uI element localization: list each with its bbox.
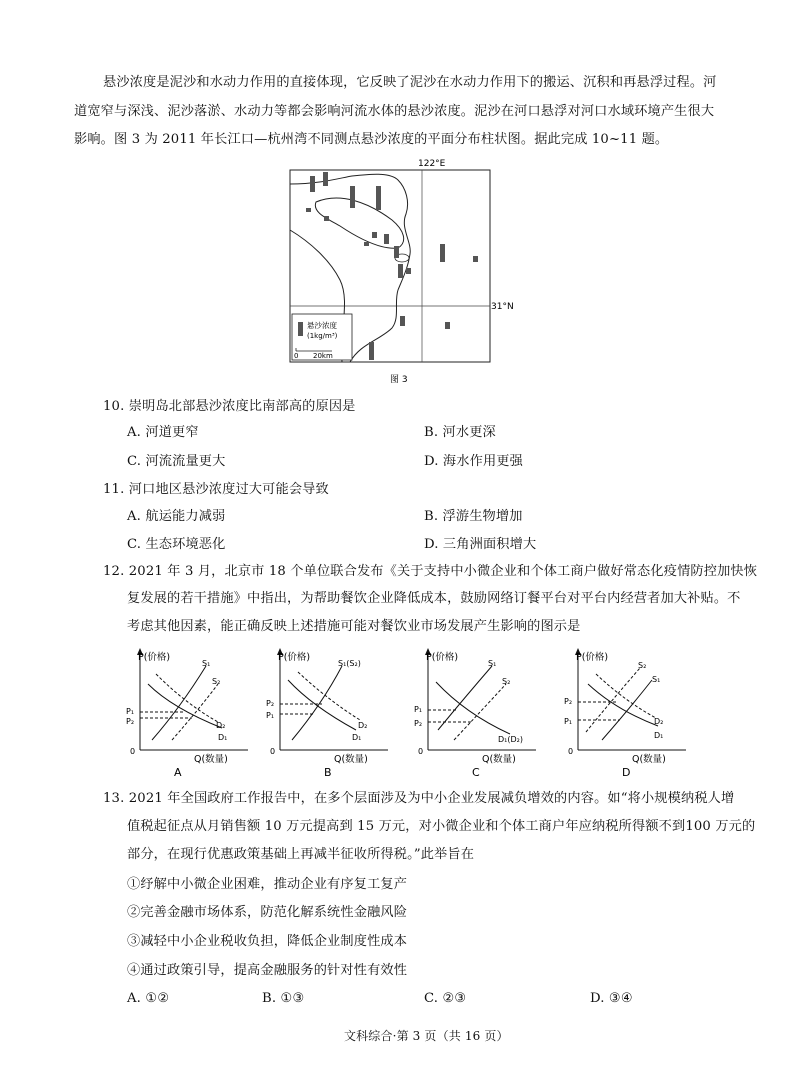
q12-line-1: 12. 2021 年 3 月，北京市 18 个单位联合发布《关于支持中小微企业和个体工商户做好常态化疫情防控加快恢 — [103, 564, 758, 579]
intro-line-2: 道宽窄与深浅、泥沙落淤、水动力等都会影响河流水体的悬沙浓度。泥沙在河口悬浮对河口水域环境产生很大 — [74, 104, 715, 119]
q10-option-c[interactable]: C. 河流流量更大 — [127, 454, 226, 469]
svg-text:0: 0 — [270, 747, 276, 756]
svg-text:P(价格): P(价格) — [426, 652, 459, 663]
q13-statement-1: ①纾解中小微企业困难，推动企业有序复工复产 — [127, 877, 408, 892]
q13-option-c[interactable]: C. ②③ — [424, 991, 467, 1006]
q13-line-3: 部分，在现行优惠政策基础上再减半征收所得税。”此举旨在 — [127, 847, 475, 862]
svg-text:S₁: S₁ — [202, 659, 211, 668]
svg-text:Q(数量): Q(数量) — [334, 754, 368, 765]
graph-b-label: B — [324, 766, 332, 779]
figure-caption: 图 3 — [390, 375, 408, 385]
intro-line-1: 悬沙浓度是泥沙和水动力作用的直接体现，它反映了泥沙在水动力作用下的搬运、沉积和再悬浮过程。河 — [103, 75, 717, 90]
svg-text:P₁: P₁ — [564, 717, 573, 726]
q13-statement-2: ②完善金融市场体系，防范化解系统性金融风险 — [127, 905, 408, 920]
q12-line-2: 复发展的若干措施》中指出，为帮助餐饮企业降低成本，鼓励网络订餐平台对平台内经营者加大补贴。不 — [127, 591, 741, 606]
q12-graph-d[interactable] — [560, 644, 690, 778]
q13-option-a[interactable]: A. ①② — [127, 991, 170, 1006]
svg-text:P₂: P₂ — [126, 717, 135, 726]
svg-text:P₁: P₁ — [414, 705, 423, 714]
svg-text:P₁: P₁ — [126, 707, 135, 716]
svg-text:Q(数量): Q(数量) — [482, 754, 516, 765]
q11-option-d[interactable]: D. 三角洲面积增大 — [424, 537, 537, 552]
svg-text:0: 0 — [130, 747, 136, 756]
q12-graph-c[interactable] — [410, 644, 540, 778]
svg-text:P₁: P₁ — [266, 711, 275, 720]
q10-option-d[interactable]: D. 海水作用更强 — [424, 454, 523, 469]
svg-text:D₁: D₁ — [218, 733, 228, 742]
q12-line-3: 考虑其他因素，能正确反映上述措施可能对餐饮业市场发展产生影响的图示是 — [127, 619, 581, 634]
graph-d-label: D — [622, 766, 631, 779]
svg-text:D₁(D₂): D₁(D₂) — [498, 735, 523, 744]
lat-label: 31°N — [491, 302, 514, 312]
svg-text:0: 0 — [418, 747, 424, 756]
lon-label: 122°E — [418, 159, 446, 169]
q12-graph-a[interactable] — [122, 644, 252, 778]
svg-text:S₂: S₂ — [638, 661, 647, 670]
svg-text:P(价格): P(价格) — [138, 652, 171, 663]
q10-option-b[interactable]: B. 河水更深 — [424, 425, 496, 440]
svg-text:S₁: S₁ — [652, 675, 661, 684]
q13-line-2: 值税起征点从月销售额 10 万元提高到 15 万元，对小微企业和个体工商户年应纳税所得额不到100 万元的 — [127, 819, 756, 834]
q10-stem: 10. 崇明岛北部悬沙浓度比南部高的原因是 — [103, 399, 356, 414]
graph-c-label: C — [472, 766, 480, 779]
svg-text:S₂: S₂ — [502, 677, 511, 686]
svg-text:P₂: P₂ — [564, 697, 573, 706]
svg-text:0: 0 — [568, 747, 574, 756]
svg-text:D₁: D₁ — [654, 731, 664, 740]
legend-unit: (1kg/m³) — [307, 332, 338, 340]
chongming-island — [315, 198, 403, 248]
q13-line-1: 13. 2021 年全国政府工作报告中，在多个层面涉及为中小企业发展减负增效的内容。如“将小规模纳税人增 — [103, 791, 735, 806]
svg-text:P₂: P₂ — [414, 719, 423, 728]
svg-text:S₂: S₂ — [212, 677, 221, 686]
q12-graph-b[interactable] — [262, 644, 392, 778]
q11-option-a[interactable]: A. 航运能力减弱 — [127, 509, 226, 524]
svg-text:S₁(S₂): S₁(S₂) — [338, 659, 361, 668]
svg-text:P(价格): P(价格) — [278, 652, 311, 663]
scale-label: 20km — [313, 352, 333, 360]
graph-a-label: A — [174, 766, 182, 779]
q13-statement-4: ④通过政策引导，提高金融服务的针对性有效性 — [127, 963, 408, 978]
q13-option-b[interactable]: B. ①③ — [262, 991, 305, 1006]
svg-text:Q(数量): Q(数量) — [632, 754, 666, 765]
svg-text:P(价格): P(价格) — [576, 652, 609, 663]
figure-3-map — [280, 150, 514, 390]
scale-zero: 0 — [294, 352, 299, 360]
svg-text:S₁: S₁ — [488, 659, 497, 668]
svg-text:D₂: D₂ — [358, 721, 368, 730]
svg-text:D₂: D₂ — [216, 721, 226, 730]
q11-option-c[interactable]: C. 生态环境恶化 — [127, 537, 226, 552]
q13-option-d[interactable]: D. ③④ — [590, 991, 633, 1006]
svg-text:P₂: P₂ — [266, 699, 275, 708]
q10-option-a[interactable]: A. 河道更窄 — [127, 425, 199, 440]
legend-title: 悬沙浓度 — [307, 321, 337, 330]
intro-line-3: 影响。图 3 为 2011 年长江口—杭州湾不同测点悬沙浓度的平面分布柱状图。据此完成 10~11 题。 — [74, 132, 669, 147]
page-footer: 文科综合·第 3 页（共 16 页） — [344, 1029, 509, 1043]
svg-text:D₂: D₂ — [654, 717, 664, 726]
q13-statement-3: ③减轻中小企业税收负担，降低企业制度性成本 — [127, 934, 408, 949]
svg-text:D₁: D₁ — [352, 733, 362, 742]
q11-stem: 11. 河口地区悬沙浓度过大可能会导致 — [103, 482, 329, 497]
svg-text:Q(数量): Q(数量) — [194, 754, 228, 765]
q11-option-b[interactable]: B. 浮游生物增加 — [424, 509, 523, 524]
